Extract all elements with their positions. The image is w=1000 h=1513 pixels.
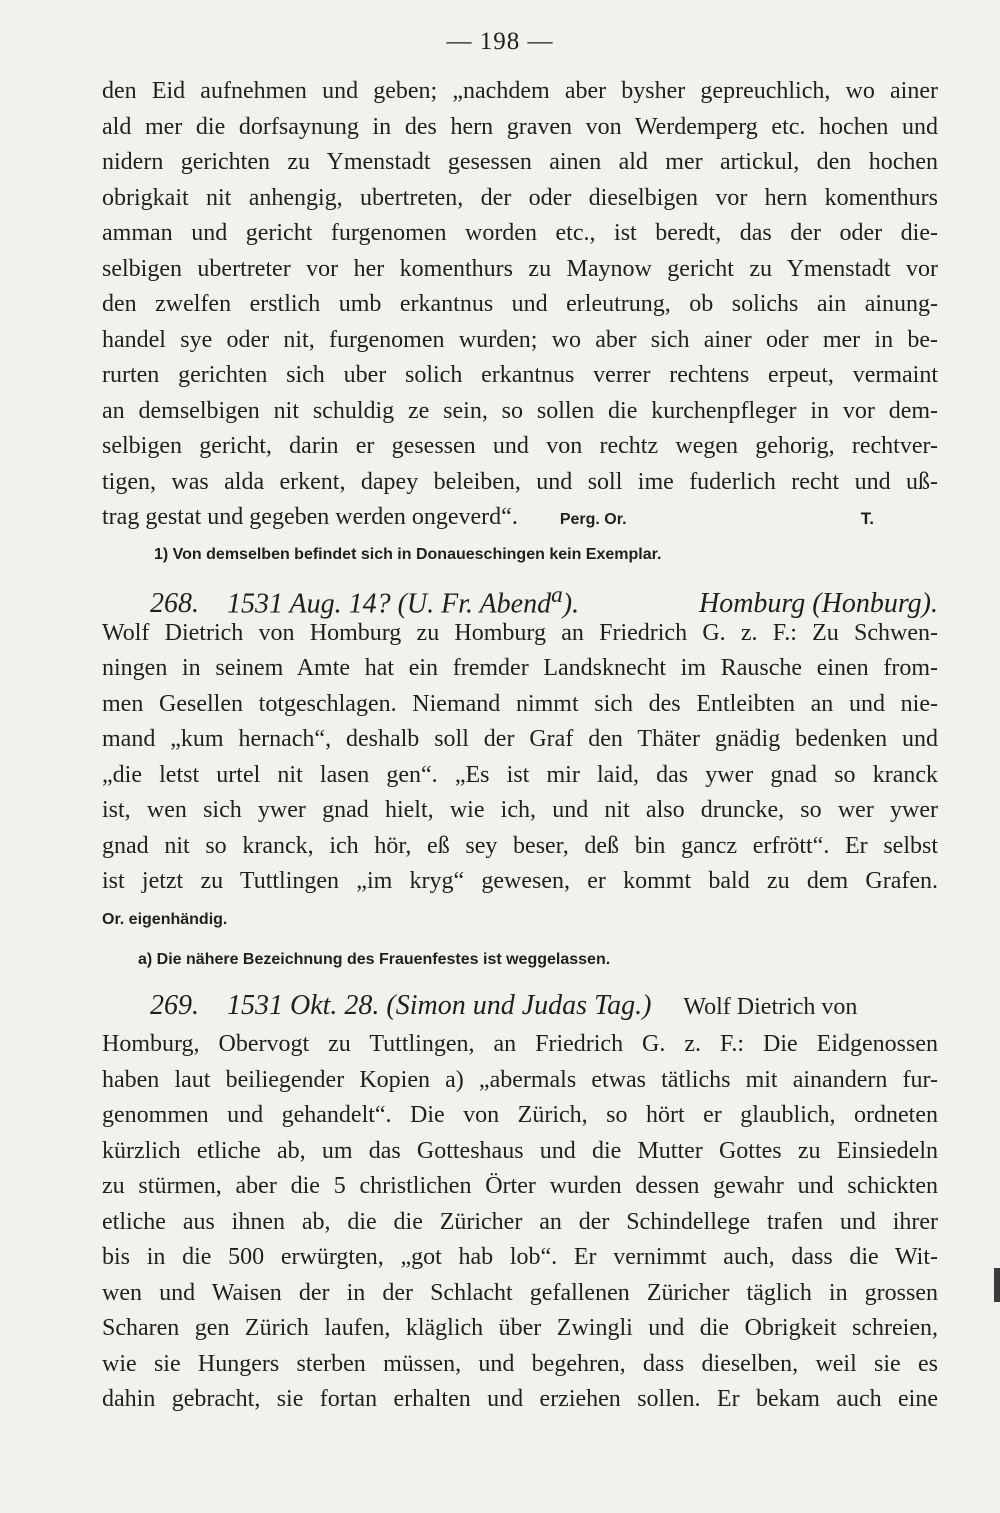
text-line: ald mer die dorfsaynung in des hern graven von Werdemperg etc. hochen und xyxy=(102,113,938,140)
text-line: an demselbigen nit schuldig ze sein, so sollen die kurchenpfleger in vor dem- xyxy=(102,397,938,424)
text-line: rurten gerichten sich uber solich erkantnus verrer rechtens erpeut, vermaint xyxy=(102,362,938,388)
text-line: obrigkait nit anhengig, ubertreten, der oder dieselbigen vor hern komenthurs xyxy=(102,184,938,211)
text-line: selbigen gericht, darin er gesessen und von rechtz wegen gehorig, rechtver- xyxy=(102,433,938,459)
text-line: men Gesellen totgeschlagen. Niemand nimmt sich des Entleibten an und nie- xyxy=(102,690,938,717)
text-line: haben laut beiliegender Kopien a) „abermals etwas tätlichs mit ainandern fur- xyxy=(102,1066,938,1093)
text-line: zu stürmen, aber die 5 christlichen Örter wurden dessen gewahr und schickten xyxy=(102,1173,938,1199)
footnote-mark: a xyxy=(551,581,563,608)
source-note: Perg. Or. xyxy=(559,511,627,528)
text-line: ningen in seinem Amte hat ein fremder Landsknecht im Rausche einen from- xyxy=(102,655,938,681)
entry-267-continuation xyxy=(102,74,938,536)
page-content xyxy=(102,74,938,1418)
entry-date: 1531 Okt. 28. (Simon und Judas Tag.) xyxy=(227,990,652,1021)
entry-date-text: 1531 Aug. 14? (U. Fr. Abend xyxy=(227,587,552,619)
source-line xyxy=(102,900,938,936)
editor-initial: T. xyxy=(860,509,874,528)
text-line: Scharen gen Zürich laufen, kläglich über Zwingli und die Obrigkeit schreien, xyxy=(102,1315,938,1341)
text-line: wie sie Hungers sterben müssen, und begehren, dass dieselben, weil sie es xyxy=(102,1350,938,1377)
entry-number: 269. xyxy=(150,990,199,1021)
entry-place: Homburg (Honburg). xyxy=(698,587,938,619)
text-line: Homburg, Obervogt zu Tuttlingen, an Friedrich G. z. F.: Die Eidgenossen xyxy=(102,1031,938,1057)
text-line: amman und gericht furgenomen worden etc., ist beredt, das der oder die- xyxy=(102,220,938,246)
text-line: den Eid aufnehmen und geben; „nachdem aber bysher gepreuchlich, wo ainer xyxy=(102,78,938,104)
text-line: ist, wen sich ywer gnad hielt, wie ich, und nit also druncke, so wer ywer xyxy=(102,797,938,823)
text-line: selbigen ubertreter vor her komenthurs zu Maynow gericht zu Ymenstadt vor xyxy=(102,255,938,282)
text-line: tigen, was alda erkent, dapey beleiben, und soll ime fuderlich recht und uß- xyxy=(102,468,938,495)
source-note: Or. eigenhändig. xyxy=(102,910,228,928)
entry-lead-text: Wolf Dietrich von xyxy=(683,994,858,1020)
entry-date-close: ). xyxy=(562,587,580,619)
text-line: handel sye oder nit, furgenomen wurden; wo aber sich ainer oder mer in be- xyxy=(102,326,938,353)
entry-269-heading xyxy=(102,985,938,1027)
entry-268 xyxy=(102,574,938,936)
page-number: — 198 — xyxy=(446,28,554,55)
footnote-1: 1) Von demselben befindet sich in Donaueschingen kein Exemplar. xyxy=(154,545,662,563)
text-line: mand „kum hernach“, deshalb soll der Graf den Thäter gnädig bedenken und xyxy=(102,726,938,752)
text-line: „die letst urtel nit lasen gen“. „Es ist mir laid, das ywer gnad so kranck xyxy=(102,761,938,788)
entry-268-heading xyxy=(102,574,938,619)
text-line: kürzlich etliche ab, um das Gotteshaus und die Mutter Gottes zu Einsiedeln xyxy=(102,1137,938,1164)
text-line: nidern gerichten zu Ymenstadt gesessen ainen ald mer artickul, den hochen xyxy=(102,149,938,175)
text-line: wen und Waisen der in der Schlacht gefallenen Züricher täglich in grossen xyxy=(102,1279,938,1306)
text-line-final xyxy=(102,500,938,536)
text-line: dahin gebracht, sie fortan erhalten und erziehen sollen. Er bekam auch eine xyxy=(102,1386,938,1412)
text-line: gnad nit so kranck, ich hör, eß sey beser, deß bin gancz erfrött“. Er selbst xyxy=(102,832,938,859)
entry-number: 268. xyxy=(150,587,199,619)
text-line: etliche aus ihnen ab, die die Züricher an der Schindellege trafen und ihrer xyxy=(102,1208,938,1235)
final-line-text: trag gestat und gegeben werden ongeverd“. xyxy=(102,504,518,530)
text-line: genommen und gehandelt“. Die von Zürich, so hört er glaublich, ordneten xyxy=(102,1102,938,1128)
entry-269 xyxy=(102,985,938,1418)
text-line: Wolf Dietrich von Homburg zu Homburg an Friedrich G. z. F.: Zu Schwen- xyxy=(102,619,938,646)
page-edge-mark xyxy=(994,1268,1000,1302)
footnote-a: a) Die nähere Bezeichnung des Frauenfestes ist weggelassen. xyxy=(138,951,611,968)
text-line: ist jetzt zu Tuttlingen „im kryg“ gewesen, er kommt bald zu dem Grafen. xyxy=(102,868,938,894)
text-line: den zwelfen erstlich umb erkantnus und erleutrung, ob solichs ain ainung- xyxy=(102,291,938,317)
text-line: bis in die 500 erwürgten, „got hab lob“. Er vernimmt auch, dass die Wit- xyxy=(102,1244,938,1270)
